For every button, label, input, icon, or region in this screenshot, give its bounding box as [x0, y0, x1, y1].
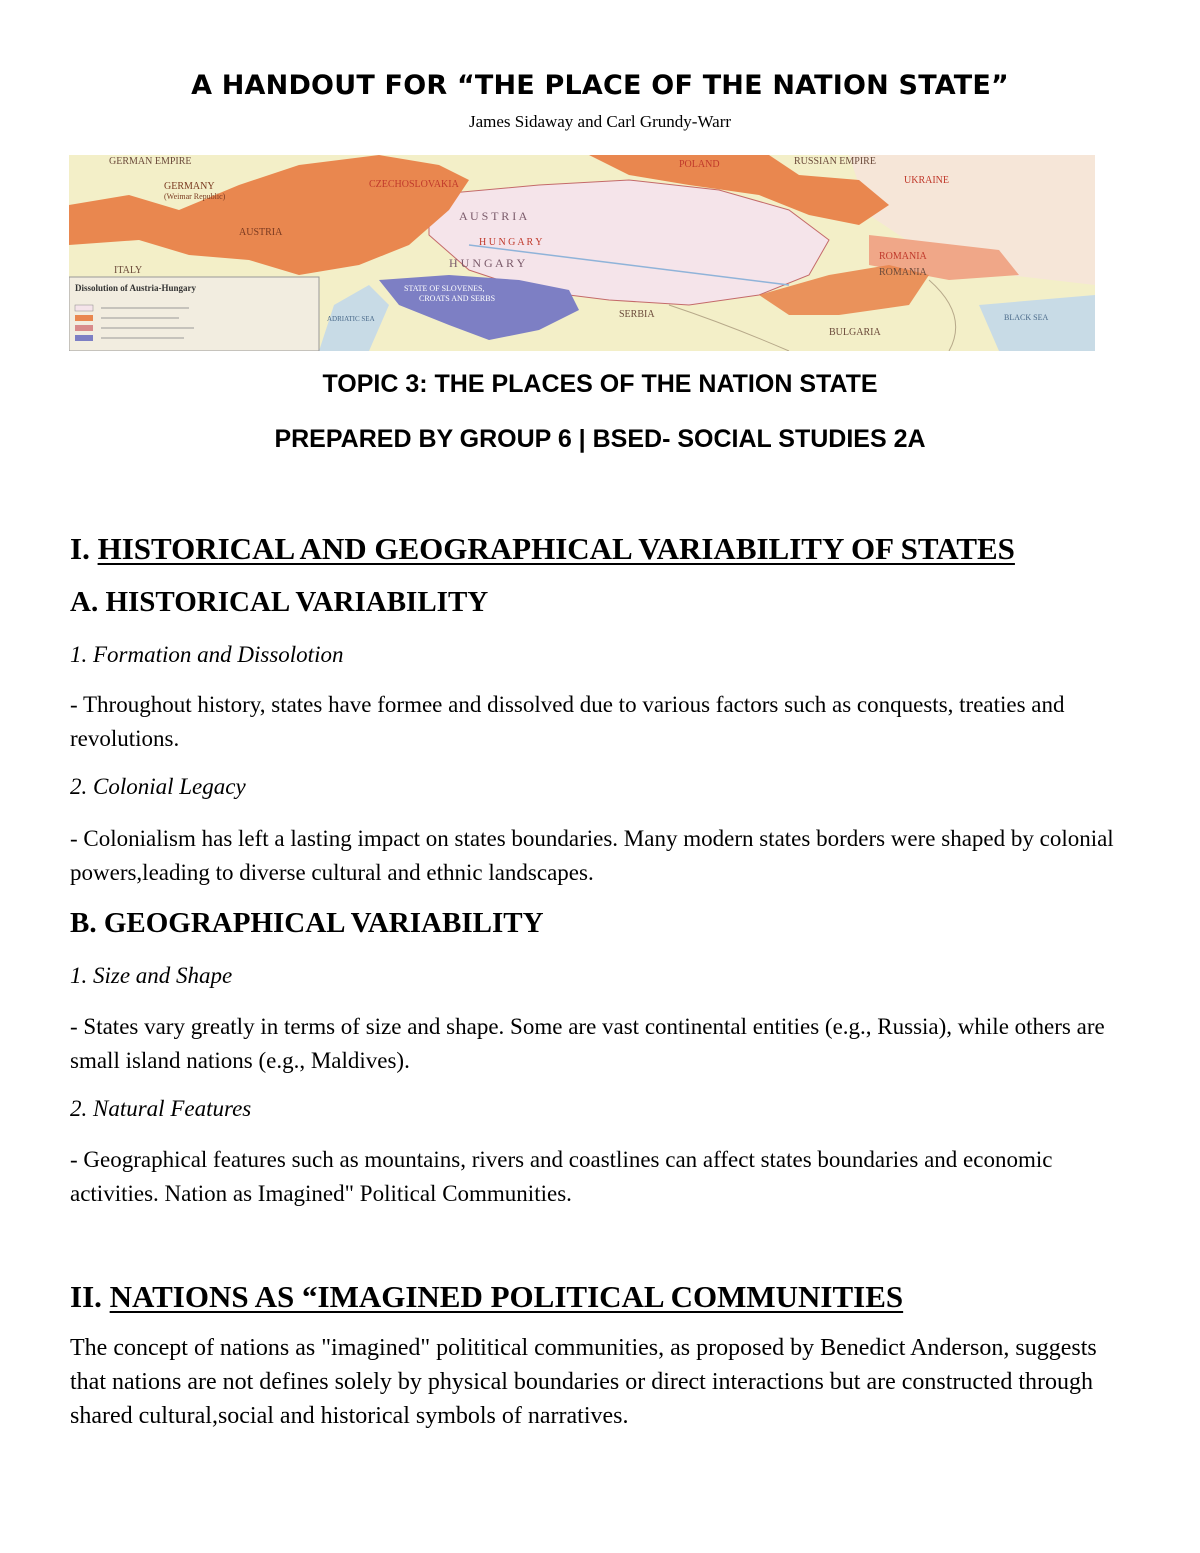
map-label-romania-red: ROMANIA [879, 251, 927, 262]
map-label-scs-2: CROATS AND SERBS [419, 294, 496, 303]
map-image [69, 155, 1095, 351]
item-b2-text: - Geographical features such as mountains, rivers and coastlines can affect states boundaries and economic activities. Nation as Imagined" Political Communities. [70, 1147, 1053, 1206]
item-a1-title: 1. Formation and Dissolotion [70, 642, 344, 667]
section-2-title: NATIONS AS “IMAGINED POLITICAL COMMUNITIES [109, 1279, 904, 1314]
map-label-ukraine: UKRAINE [904, 175, 949, 186]
map-label-poland: POLAND [679, 159, 720, 170]
map-label-hungary: H U N G A R Y [449, 256, 526, 270]
item-b1-text: - States vary greatly in terms of size and shape. Some are vast continental entities (e.g., Russia), while others are small island nations (e.g., Maldives). [70, 1014, 1105, 1073]
topic-line: TOPIC 3: THE PLACES OF THE NATION STATE [322, 370, 878, 398]
subsection-b-heading: B. GEOGRAPHICAL VARIABILITY [70, 907, 544, 939]
map-label-bulgaria: BULGARIA [829, 327, 881, 338]
map-label-austria: A U S T R I A [459, 209, 528, 223]
authors-line: James Sidaway and Carl Grundy-Warr [468, 112, 732, 131]
item-b2-title: 2. Natural Features [70, 1096, 252, 1121]
section-1-numeral: I. [70, 531, 90, 566]
item-a2-title: 2. Colonial Legacy [70, 774, 246, 799]
prepared-line: PREPARED BY GROUP 6 | BSED- SOCIAL STUDIES 2A [274, 425, 926, 453]
handout-title: A HANDOUT FOR “THE PLACE OF THE NATION STATE” [191, 70, 1009, 101]
map-label-german-empire: GERMAN EMPIRE [109, 156, 192, 167]
map-label-black-sea: BLACK SEA [1004, 313, 1049, 322]
map-label-scs: STATE OF SLOVENES, [404, 284, 485, 293]
section-2-text: The concept of nations as "imagined" polititical communities, as proposed by Benedict Anderson, suggests that nations are not defines solely by physical boundaries or direct interactions but are constructed through shared cultural,social and historical symbols of narratives. [70, 1335, 1097, 1429]
section-2-numeral: II. [70, 1279, 102, 1314]
item-a2-text: - Colonialism has left a lasting impact on states boundaries. Many modern states borders were shaped by colonial powers,leading to diverse cultural and ethnic landscapes. [70, 826, 1114, 885]
map-label-serbia: SERBIA [619, 309, 655, 320]
map-label-austria-small: AUSTRIA [239, 227, 283, 238]
map-label-adriatic: ADRIATIC SEA [327, 315, 375, 323]
map-legend-title: Dissolution of Austria-Hungary [75, 283, 197, 293]
map-label-weimar: (Weimar Republic) [164, 192, 226, 201]
map-label-germany: GERMANY [164, 181, 215, 192]
map-label-russian-empire: RUSSIAN EMPIRE [794, 156, 876, 167]
subsection-a-heading: A. HISTORICAL VARIABILITY [70, 586, 489, 618]
map-label-hungary-red: H U N G A R Y [479, 237, 543, 248]
map-label-czechoslovakia: CZECHOSLOVAKIA [369, 179, 459, 190]
item-b1-title: 1. Size and Shape [70, 963, 233, 988]
section-1-title: HISTORICAL AND GEOGRAPHICAL VARIABILITY OF STATES [97, 531, 1015, 566]
item-a1-text: - Throughout history, states have formee and dissolved due to various factors such as conquests, treaties and revolutions. [70, 692, 1065, 751]
section-1-heading [70, 531, 1015, 567]
map-label-romania: ROMANIA [879, 267, 927, 278]
section-2-heading [70, 1279, 903, 1315]
map-label-italy: ITALY [114, 265, 143, 276]
